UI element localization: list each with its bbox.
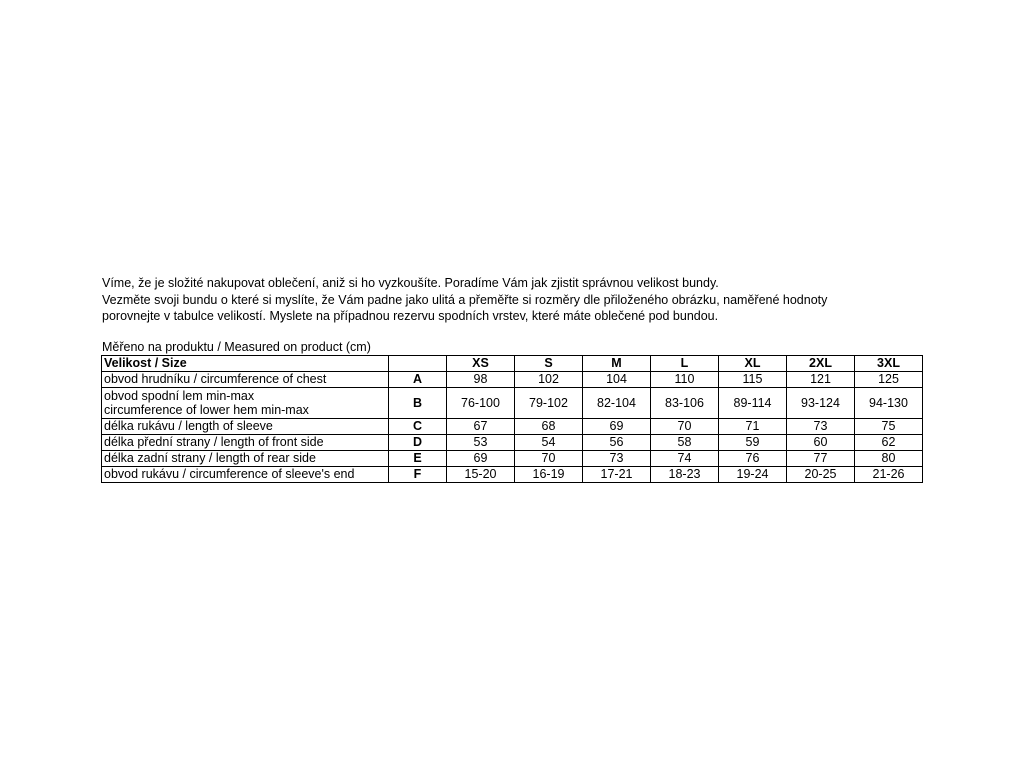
row-label: obvod hrudníku / circumference of chest: [102, 372, 389, 388]
table-cell: 104: [583, 372, 651, 388]
intro-line: Vezměte svoji bundu o které si myslíte, že Vám padne jako ulitá a přeměřte si rozměry dle přiloženého obrázku, naměřené hodnoty: [102, 292, 828, 307]
row-letter: C: [389, 419, 447, 435]
row-label: délka zadní strany / length of rear side: [102, 451, 389, 467]
table-cell: 94-130: [855, 388, 923, 419]
table-cell: 17-21: [583, 467, 651, 483]
row-label-line1: obvod spodní lem min-max: [104, 389, 255, 403]
row-letter: B: [389, 388, 447, 419]
table-row-lower-hem: [102, 388, 923, 419]
header-label: Velikost / Size: [102, 356, 389, 372]
table-cell: 69: [447, 451, 515, 467]
table-cell: 59: [719, 435, 787, 451]
header-letter: [389, 356, 447, 372]
table-cell: 83-106: [651, 388, 719, 419]
table-row-sleeve-end: [102, 467, 923, 483]
table-row-sleeve-length: [102, 419, 923, 435]
table-cell: 68: [515, 419, 583, 435]
table-cell: 69: [583, 419, 651, 435]
table-row-chest: [102, 372, 923, 388]
table-cell: 21-26: [855, 467, 923, 483]
table-cell: 76-100: [447, 388, 515, 419]
table-cell: 125: [855, 372, 923, 388]
table-cell: 93-124: [787, 388, 855, 419]
table-cell: 19-24: [719, 467, 787, 483]
table-cell: 77: [787, 451, 855, 467]
table-cell: 74: [651, 451, 719, 467]
row-letter: E: [389, 451, 447, 467]
table-cell: 79-102: [515, 388, 583, 419]
table-cell: 70: [515, 451, 583, 467]
table-cell: 15-20: [447, 467, 515, 483]
size-header-s: S: [515, 356, 583, 372]
intro-text: [102, 275, 922, 325]
table-row-front-length: [102, 435, 923, 451]
size-header-m: M: [583, 356, 651, 372]
size-header-l: L: [651, 356, 719, 372]
size-header-2xl: 2XL: [787, 356, 855, 372]
row-label: [102, 388, 389, 419]
row-letter: F: [389, 467, 447, 483]
table-cell: 71: [719, 419, 787, 435]
table-cell: 82-104: [583, 388, 651, 419]
table-cell: 73: [787, 419, 855, 435]
row-letter: A: [389, 372, 447, 388]
table-cell: 16-19: [515, 467, 583, 483]
table-cell: 18-23: [651, 467, 719, 483]
table-cell: 62: [855, 435, 923, 451]
table-cell: 89-114: [719, 388, 787, 419]
table-cell: 98: [447, 372, 515, 388]
table-cell: 54: [515, 435, 583, 451]
row-label: délka přední strany / length of front side: [102, 435, 389, 451]
table-cell: 121: [787, 372, 855, 388]
table-cell: 102: [515, 372, 583, 388]
size-header-xs: XS: [447, 356, 515, 372]
table-cell: 115: [719, 372, 787, 388]
table-cell: 75: [855, 419, 923, 435]
row-label: obvod rukávu / circumference of sleeve's end: [102, 467, 389, 483]
intro-line: Víme, že je složité nakupovat oblečení, aniž si ho vyzkoušíte. Poradíme Vám jak zjistit správnou velikost bundy.: [102, 276, 719, 290]
size-header-xl: XL: [719, 356, 787, 372]
table-header-row: [102, 356, 923, 372]
intro-line: porovnejte v tabulce velikostí. Myslete na případnou rezervu spodních vrstev, které máte oblečené pod bundou.: [102, 309, 719, 323]
table-row-rear-length: [102, 451, 923, 467]
table-cell: 53: [447, 435, 515, 451]
size-header-3xl: 3XL: [855, 356, 923, 372]
size-chart-table: [101, 355, 923, 483]
table-cell: 76: [719, 451, 787, 467]
table-cell: 80: [855, 451, 923, 467]
row-letter: D: [389, 435, 447, 451]
table-cell: 67: [447, 419, 515, 435]
table-caption: Měřeno na produktu / Measured on product (cm): [102, 340, 371, 354]
table-cell: 70: [651, 419, 719, 435]
table-cell: 58: [651, 435, 719, 451]
table-cell: 60: [787, 435, 855, 451]
table-cell: 20-25: [787, 467, 855, 483]
table-cell: 110: [651, 372, 719, 388]
row-label-line2: circumference of lower hem min-max: [104, 403, 309, 417]
table-cell: 73: [583, 451, 651, 467]
table-cell: 56: [583, 435, 651, 451]
row-label: délka rukávu / length of sleeve: [102, 419, 389, 435]
